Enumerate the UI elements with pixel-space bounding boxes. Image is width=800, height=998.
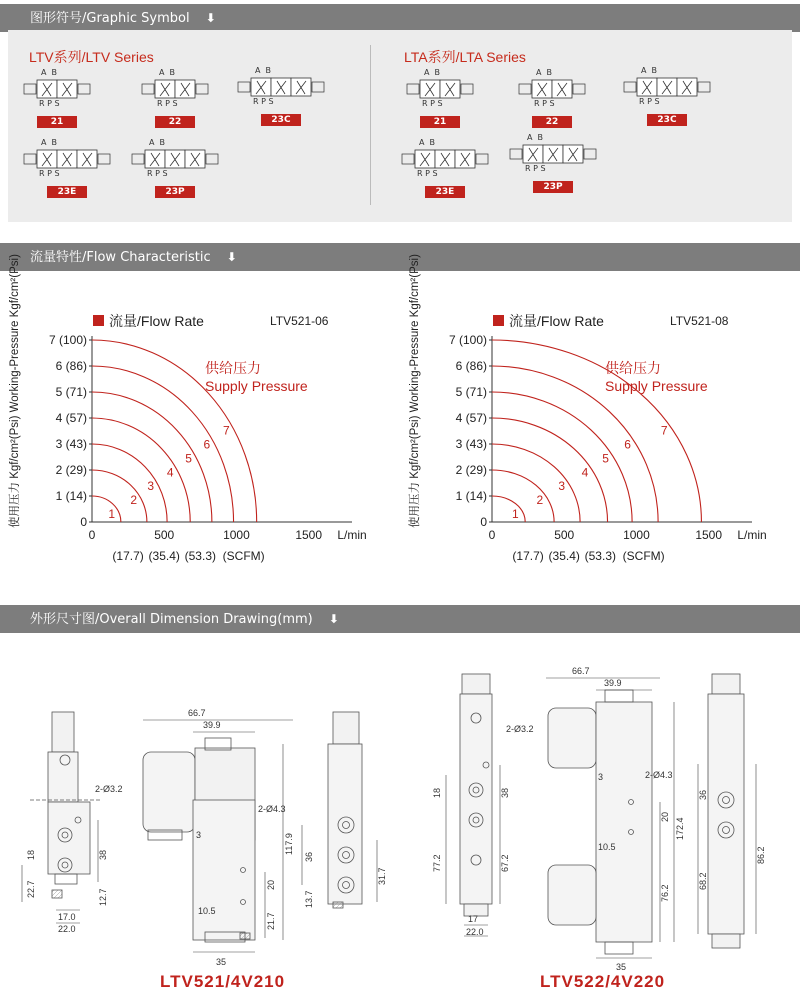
x-unit-label: L/min (737, 528, 767, 542)
dim-text: 18 (432, 787, 442, 798)
dim-text: 66.7 (572, 666, 590, 676)
port-label-bottom: R P S (39, 99, 60, 108)
port-label-bottom: R P S (253, 97, 274, 106)
ltv-symbol-23E (22, 138, 112, 197)
valve-symbol-icon (622, 68, 712, 112)
ltv-symbol-23C (236, 66, 326, 125)
dim-text: 67.2 (500, 854, 510, 872)
port-label-top: A B (424, 68, 441, 77)
lta-symbol-23E (400, 138, 490, 197)
legend-label: 流量/Flow Rate (509, 313, 604, 329)
dim-text: 2-Ø3.2 (506, 724, 534, 734)
x-tick-label: 1500 (295, 528, 323, 542)
ltv-series-title: LTV系列/LTV Series (29, 49, 154, 65)
x-unit-label: L/min (337, 528, 367, 542)
port-label-bottom: R P S (534, 99, 555, 108)
curve-label: 3 (558, 479, 566, 494)
symbol-label-badge: 21 (37, 116, 77, 128)
dim-text: 36 (698, 789, 708, 800)
graphic-symbol-header (0, 4, 800, 32)
dim-text: 10.5 (198, 906, 216, 916)
y-tick-label: 4 (57) (455, 411, 487, 425)
valve-symbol-icon (236, 68, 326, 112)
dim-text: 117.9 (284, 833, 294, 855)
lta-symbol-22 (517, 68, 587, 127)
legend-swatch (493, 315, 504, 326)
dimension-drawings (0, 640, 800, 998)
pressure-curve-3 (492, 444, 580, 522)
dim-text: 2-Ø3.2 (95, 784, 123, 794)
flow-chart-2 (400, 254, 800, 580)
curve-label: 5 (602, 451, 609, 466)
curve-label: 5 (185, 451, 192, 466)
down-arrow-circle-icon: ⬇ (205, 11, 216, 25)
y-tick-label: 6 (86) (455, 359, 487, 373)
dim-text: 12.7 (98, 888, 108, 906)
dim-text: 17 (468, 914, 479, 924)
y-tick-label: 7 (100) (48, 333, 87, 347)
dim-text: 35 (216, 957, 227, 967)
curve-label: 2 (536, 493, 544, 508)
dim-text: 38 (98, 849, 108, 860)
ltv522-title: LTV522/4V220 (540, 972, 666, 991)
curve-label: 7 (660, 423, 668, 438)
dim-text: 66.7 (188, 708, 206, 718)
pressure-curve-3 (92, 444, 167, 522)
curve-label: 6 (203, 437, 211, 452)
dim-text: 77.2 (432, 854, 442, 872)
curve-label: 7 (223, 423, 230, 438)
dim-text: 10.5 (598, 842, 616, 852)
y-tick-label: 5 (71) (55, 385, 87, 399)
dim-text: 172.4 (675, 817, 685, 840)
chart-plot (400, 300, 800, 580)
ltv521-side-view (30, 712, 100, 898)
x-tick-label: 0 (88, 528, 96, 542)
pressure-curve-4 (492, 418, 608, 522)
x-subtick-label: (53.3) (184, 549, 217, 563)
annotation-cn: 供给压力 (205, 360, 261, 376)
curve-label: 1 (108, 507, 116, 522)
y-tick-label: 2 (29) (55, 463, 87, 477)
symbol-label-badge: 22 (532, 116, 572, 128)
dim-text: 17.0 (58, 912, 76, 922)
port-label-bottom: R P S (525, 164, 546, 173)
symbol-label-badge: 23P (155, 186, 195, 198)
symbol-label-badge: 21 (420, 116, 460, 128)
dim-text: 86.2 (756, 846, 766, 864)
divider (370, 45, 371, 205)
y-tick-label: 5 (71) (455, 385, 487, 399)
down-arrow-circle-icon: ⬇ (328, 612, 339, 626)
dim-text: 3 (196, 830, 202, 840)
dim-text: 39.9 (604, 678, 622, 688)
x-subtick-label: (SCFM) (222, 549, 265, 563)
port-label-top: A B (41, 68, 58, 77)
ltv522-side-view (460, 674, 492, 916)
dim-text: 76.2 (660, 884, 670, 902)
valve-symbol-icon (22, 140, 112, 184)
dim-text: 36 (304, 851, 314, 862)
pressure-curve-4 (92, 418, 190, 522)
dim-text: 35 (616, 962, 627, 972)
y-tick-label: 1 (14) (455, 489, 487, 503)
x-tick-label: 1000 (623, 528, 650, 542)
dim-text: 39.9 (203, 720, 221, 730)
x-subtick-label: (17.7) (112, 549, 144, 563)
symbol-label-badge: 22 (155, 116, 195, 128)
symbol-label-badge: 23E (425, 186, 465, 198)
ltv522-end-view (708, 674, 744, 948)
port-label-bottom: R P S (422, 99, 443, 108)
symbol-label-badge: 23C (647, 114, 687, 126)
symbol-label-badge: 23P (533, 181, 573, 193)
y-tick-label: 1 (14) (55, 489, 87, 503)
annotation-en: Supply Pressure (605, 378, 708, 394)
y-tick-label: 2 (29) (455, 463, 487, 477)
port-label-top: A B (641, 66, 658, 75)
valve-symbol-icon (130, 140, 220, 184)
port-label-top: A B (41, 138, 58, 147)
port-label-bottom: R P S (639, 97, 660, 106)
pressure-curve-2 (492, 470, 554, 522)
ltv-symbol-22 (140, 68, 210, 127)
y-tick-label: 3 (43) (455, 437, 487, 451)
lta-symbol-23P (508, 133, 598, 192)
curve-label: 4 (166, 465, 174, 480)
y-tick-label: 6 (86) (55, 359, 87, 373)
x-tick-label: 1500 (695, 528, 723, 542)
x-tick-label: 500 (554, 528, 575, 542)
section-title: 流量特性/Flow Characteristic (30, 250, 211, 265)
curve-label: 2 (130, 493, 138, 508)
port-label-bottom: R P S (39, 169, 60, 178)
ltv521-end-view (328, 712, 362, 908)
dim-text: 13.7 (304, 890, 314, 908)
dim-text: 20 (660, 811, 670, 822)
curve-label: 1 (512, 507, 519, 522)
x-subtick-label: (53.3) (584, 549, 617, 563)
pressure-curve-7 (492, 340, 701, 522)
x-subtick-label: (17.7) (512, 549, 544, 563)
valve-symbol-icon (400, 140, 490, 184)
y-axis-label: 使用压力 Kgf/cm²(Psi) Working-Pressure Kgf/cm²(Psi) (9, 254, 21, 528)
x-tick-label: 0 (488, 528, 496, 542)
flow-characteristic-header (0, 243, 800, 271)
model-label: LTV521-06 (270, 314, 329, 328)
dim-text: 21.7 (266, 912, 276, 930)
x-tick-label: 1000 (223, 528, 250, 542)
dim-text: 31.7 (377, 867, 387, 885)
ltv-symbol-23P (130, 138, 220, 197)
x-subtick-label: (35.4) (148, 549, 180, 563)
x-subtick-label: (SCFM) (622, 549, 665, 563)
x-tick-label: 500 (154, 528, 175, 542)
valve-symbol-icon (508, 135, 598, 179)
port-label-top: A B (149, 138, 166, 147)
ltv-symbol-21 (22, 68, 92, 127)
dim-text: 22.7 (26, 880, 36, 898)
section-title: 图形符号/Graphic Symbol (30, 11, 190, 26)
dim-text: 68.2 (698, 872, 708, 890)
dim-text: 18 (26, 849, 36, 860)
legend-label: 流量/Flow Rate (109, 313, 204, 329)
x-subtick-label: (35.4) (548, 549, 580, 563)
y-tick-label: 7 (100) (448, 333, 487, 347)
y-tick-label: 0 (80, 515, 87, 529)
dim-text: 38 (500, 787, 510, 798)
symbol-label-badge: 23C (261, 114, 301, 126)
y-tick-label: 0 (480, 515, 487, 529)
port-label-top: A B (527, 133, 544, 142)
lta-series-title: LTA系列/LTA Series (404, 49, 526, 65)
section-title: 外形尺寸图/Overall Dimension Drawing(mm) (30, 612, 313, 627)
legend-swatch (93, 315, 104, 326)
port-label-top: A B (419, 138, 436, 147)
lta-symbol-21 (405, 68, 475, 127)
symbol-label-badge: 23E (47, 186, 87, 198)
port-label-top: A B (159, 68, 176, 77)
dim-text: 3 (598, 772, 604, 782)
pressure-curve-1 (92, 496, 121, 522)
dim-text: 22.0 (58, 924, 76, 934)
dim-text: 20 (266, 879, 276, 890)
pressure-curve-1 (492, 496, 525, 522)
model-label: LTV521-08 (670, 314, 729, 328)
y-tick-label: 4 (57) (55, 411, 87, 425)
curve-label: 4 (581, 465, 589, 480)
annotation-cn: 供给压力 (605, 360, 661, 376)
port-label-bottom: R P S (157, 99, 178, 108)
port-label-bottom: R P S (147, 169, 168, 178)
pressure-curve-5 (92, 392, 212, 522)
ltv522-front-view (548, 690, 652, 954)
curve-label: 3 (147, 479, 155, 494)
annotation-en: Supply Pressure (205, 378, 308, 394)
dim-text: 2-Ø4.3 (258, 804, 286, 814)
port-label-top: A B (536, 68, 553, 77)
down-arrow-circle-icon: ⬇ (226, 250, 237, 264)
dim-text: 22.0 (466, 927, 484, 937)
dimension-header (0, 605, 800, 633)
y-tick-label: 3 (43) (55, 437, 87, 451)
port-label-bottom: R P S (417, 169, 438, 178)
dim-text: 2-Ø4.3 (645, 770, 673, 780)
lta-symbol-23C (622, 66, 712, 125)
curve-label: 6 (624, 437, 631, 452)
ltv521-title: LTV521/4V210 (160, 972, 286, 991)
port-label-top: A B (255, 66, 272, 75)
y-axis-label: 使用压力 Kgf/cm²(Psi) Working-Pressure Kgf/cm²(Psi) (409, 254, 421, 528)
chart-plot (0, 300, 400, 580)
